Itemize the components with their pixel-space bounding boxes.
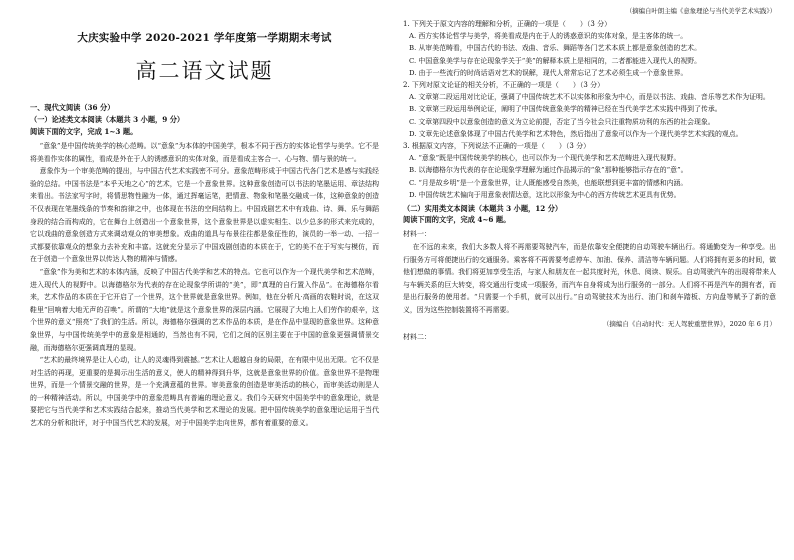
paragraph: “意象”是中国传统美学的核心范畴。以“意象”为本体的中国美学，根本不同于西方的实体论哲学与美学。它不是将美看作实体的属性，看成是外在于人的诱感意识的实体对象，而是看成主客合一、心与物、情与景的统一。 xyxy=(30,142,379,163)
option-a: A. 文章第二段运用对比论证，强调了中国传统艺术不以实体和形象为中心，而是以书法、戏曲、音乐等艺术作为证明。 xyxy=(409,93,770,102)
option-b: B. 从审美范畴看，中国古代的书法、戏曲、音乐、舞蹈等各门艺术本质上都是意象创造的艺术。 xyxy=(409,44,701,53)
option-b: B. 以海德格尔为代表的存在论现象学理解为通过作品揭示的“象”那种能够指示存在的“意”。 xyxy=(409,166,688,175)
instruction: 阅读下面的文字，完成 4~6 题。 xyxy=(403,215,511,225)
paragraph: 意象作为一个审美范畴的提出，与中国古代艺术实践密不可分。意象范畴形成于中国古代各门艺术是感与实践经验的总结。中国书法是“本乎天地之心”的艺术，它是一个意象世界。这种意象创造可以书法的笔墨运用、章法结构来看出。书法家写字时，将情思物性融为一体，通过挥毫运笔，把情意、物象和笔墨交融成一体，这种意象的创造不仅表现在笔墨线条的节奏和韵律之中，也体现在书法的空间结构上。中国戏剧艺术中有戏曲、诗、舞、乐与舞蹈身段的结合而构成的，它在舞台上创造出一个意象世界，这个意象世界是以虚实相生、以少总多的形式来完成的，它以戏曲的意象创造方式来调动观众的审美想象。戏曲的道具与布景往往都是象征性的，演员的一举一动、一招一式都要依靠观众的想象力去补充和丰富。这就充分显示了中国戏剧创造的本质在于，它的美不在于写实与模仿，而在于创造一个意象世界以传达人物的精神与情感。 xyxy=(30,167,379,264)
option-c: C. 文章第四段中以意象创造的意义为立论前提，否定了当今社会只注重物质功利的东西的社会现象。 xyxy=(409,117,715,126)
question-2 xyxy=(403,79,776,140)
material-source: （摘编自《自动时代：无人驾驶重塑世界》，2020 年 6 月） xyxy=(602,319,776,328)
paragraph: “艺术的最终境界是让人心动，让人的灵魂得到震撼。”艺术让人超越自身的局限，在有限中见出无限。它不仅是对生活的再现，更重要的是揭示出生活的意义，使人的精神得到升华，这就是意象世界的价值。意象世界不是物理世界，而是一个情景交融的世界，是一个充满意蕴的世界。审美意象的创造是审美活动的核心，而审美活动则是人的一种精神活动。所以，中国美学中的意象范畴具有普遍的理论意义。我们今天研究中国美学中的意象理论，就是要把它与当代美学和艺术实践结合起来，推动当代美学和艺术理论的发展。把中国传统美学的意象理论运用于当代艺术的分析和批评，对于中国当代艺术的发展，对于中国美学走向世界，都有着重要的意义。 xyxy=(30,356,379,428)
part-heading: （二）实用类文本阅读（本题共 3 小题，12 分） xyxy=(403,204,563,214)
material-label: 材料一： xyxy=(403,230,431,239)
paper-title: 高二语文试题 xyxy=(135,59,274,83)
question-stem: 3. 根据原文内容，下列说法不正确的一项是（ ）（3 分） xyxy=(403,142,591,151)
question-stem: 1. 下列关于原文内容的理解和分析，正确的一项是（ ）（3 分） xyxy=(403,20,612,28)
option-d: D. 文章先论述意象体现了中国古代美学和艺术特色，然后指出了意象可以作为一个现代美学艺术实践的观点。 xyxy=(409,129,743,138)
section-heading: 一、现代文阅读（36 分） xyxy=(30,103,115,112)
paragraph: “意象”作为美和艺术的本体内涵，反映了中国古代美学和艺术的特点。它也可以作为一个现代美学和艺术范畴，进入现代人的视野中。以海德格尔为代表的存在论现象学所讲的“美”，即“真理的自行置入作品”。在海德格尔看来，艺术作品的本质在于它开启了一个世界，这个世界就是意象世界。例如，他在分析凡·高画的农鞋时说，在这双鞋里“回响着大地无声的召唤”。所谓的“大地”就是这个意象世界的深层内涵。它展现了大地上人们劳作的艰辛，这个世界的意义“照亮”了我们的生活。所以，海德格尔强调的艺术作品的本质，是在作品中显现的意象世界。这种意象世界，与中国传统美学中的意象是相通的，当然也有不同，它们之间的区别主要在于中国的意象更强调情景交融，而海德格尔更强调真理的显现。 xyxy=(30,267,379,352)
option-d: D. 由于一些流行的时尚话语对艺术的误解，现代人常常忘记了艺术必须生成一个意象世界。 xyxy=(409,68,688,77)
question-3 xyxy=(403,140,776,201)
source-header: （摘编自叶朗主编《意象理论与当代美学艺术实践》） xyxy=(625,7,776,15)
question-stem: 2. 下列对原文论证的相关分析，不正确的一项是（ ）（3 分） xyxy=(403,81,605,90)
option-a: A. 西方实体论哲学与美学，将美看成是内在于人的诱惑意识的实体对象，是主客体的统一。 xyxy=(409,32,688,41)
material-label: 材料二： xyxy=(403,332,431,341)
instruction: 阅读下面的文字，完成 1~3 题。 xyxy=(30,127,138,136)
question-1 xyxy=(403,18,776,79)
option-b: B. 文章第三段运用举例论证，阐明了中国传统意象美学的精神已经在当代美学艺术实践中得到了传承。 xyxy=(409,105,722,114)
option-a: A. “意象”既是中国传统美学的核心，也可以作为一个现代美学和艺术范畴进入现代视野。 xyxy=(409,154,681,163)
exam-title: 大庆实验中学 2020-2021 学年度第一学期期末考试 xyxy=(77,32,332,44)
right-column xyxy=(397,0,794,560)
material-text: 在不远的未来，我们大多数人将不再需要驾驶汽车，而是依靠安全便捷的自动驾驶车辆出行。将通勤变为一种享受。出行服务方可将便捷出行的交通服务。乘客将不再需要考虑停车、加油、保养、清洁等车辆问题。人们将拥有更多的时间，做他们想做的事情。我们将更加享受生活，与家人和朋友在一起共度时光，休息、阅读、娱乐。自动驾驶汽车的出现将带来人与车辆关系的巨大转变，将交通出行变成一项服务，而汽车自身将成为出行服务的一部分。人们将不再是汽车的拥有者，而是出行服务的使用者。“只需要一个手机，就可以出行。”自动驾驶技术为出行、油门和刹车踏板、方向盘等赋予了新的意义，因为这些控制装置将不再需要。 xyxy=(403,243,776,315)
option-c: C. 中国意象美学与存在论现象学关于“美”的解释本质上是相同的，二者都能进入现代人的视野。 xyxy=(409,56,702,65)
part-heading: （一）论述类文本阅读（本题共 3 小题，9 分） xyxy=(30,115,185,124)
option-d: D. 中国传统艺术偏向于用意象表情达意，这比以形象为中心的西方传统艺术更具有优势。 xyxy=(409,190,681,199)
option-c: C. “月是故乡明”是一个意象世界，让人既能感受自然美，也能联想到更丰富的情感和内涵。 xyxy=(409,178,688,187)
